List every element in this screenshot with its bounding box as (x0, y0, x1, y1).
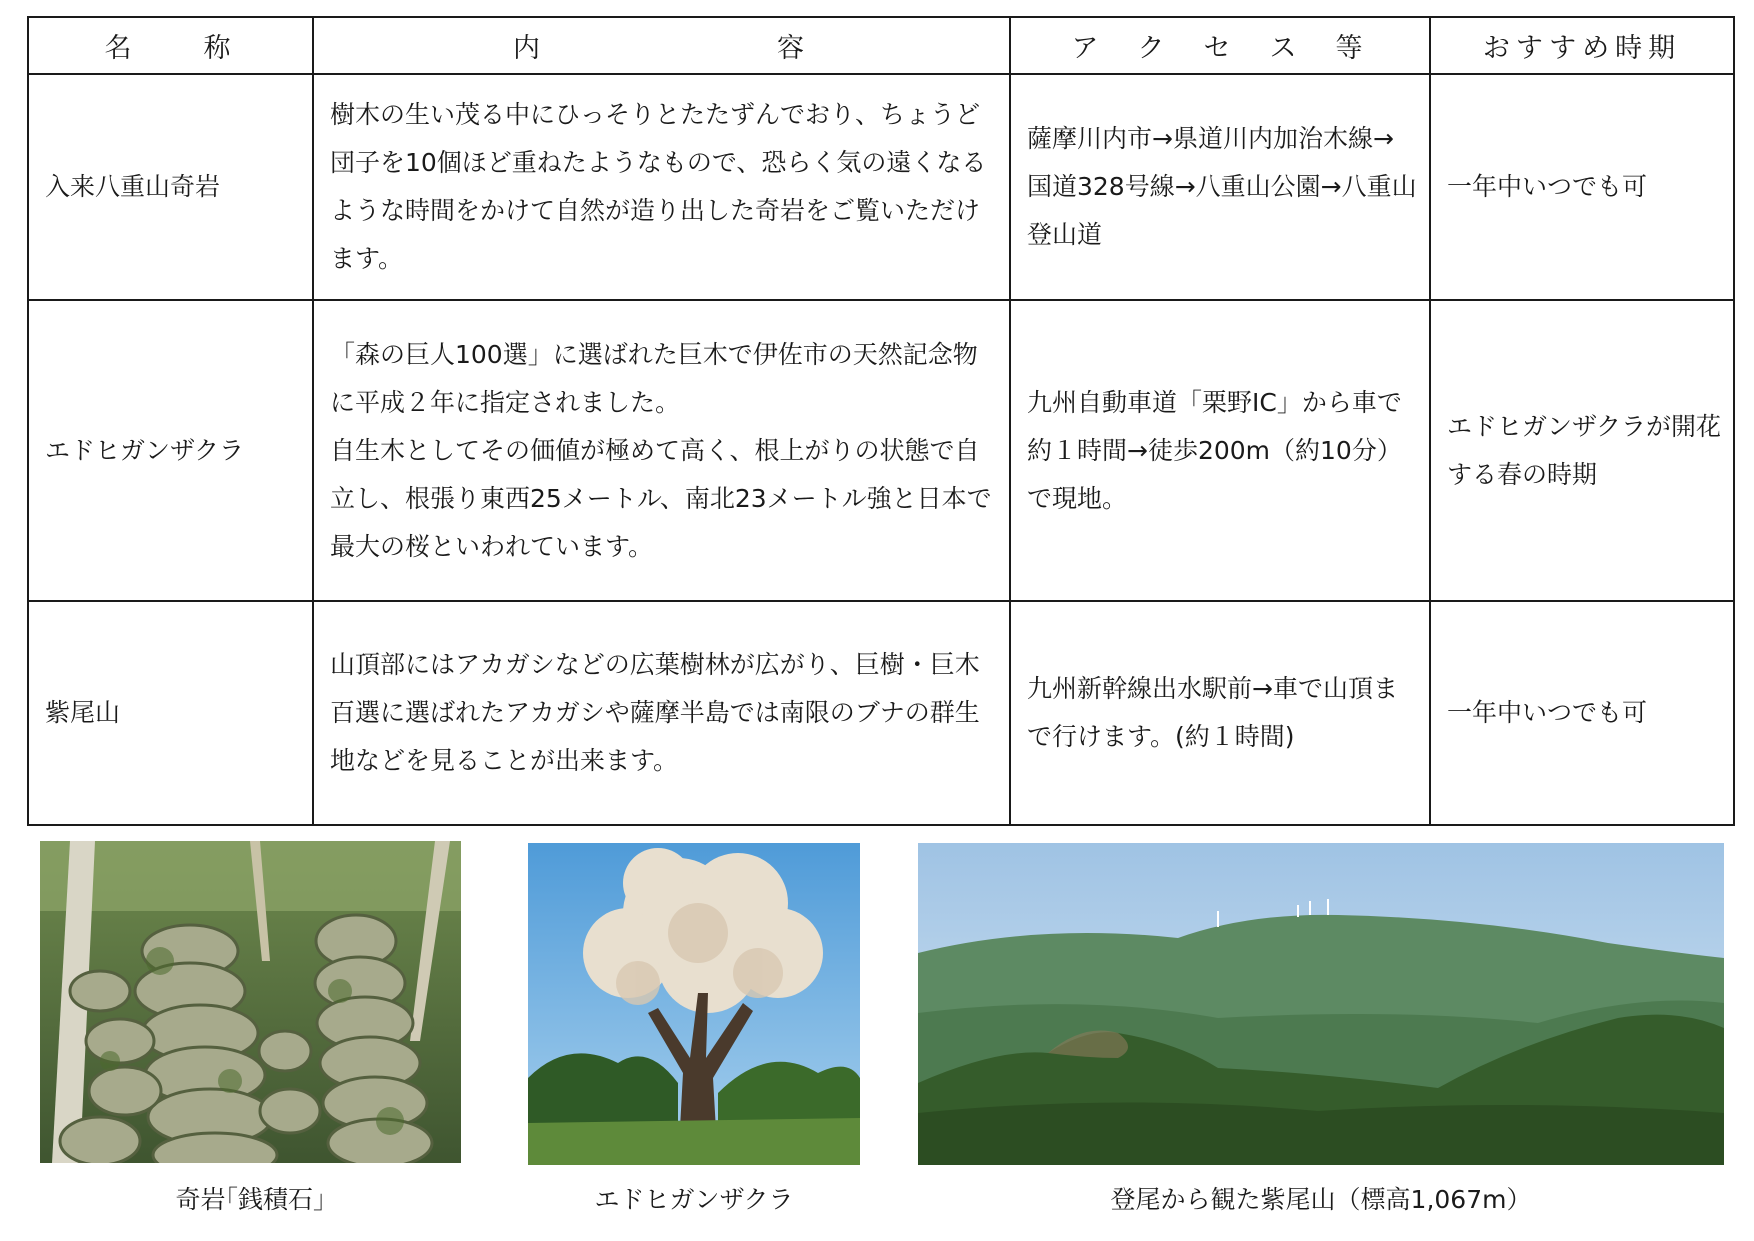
photo-caption: エドヒガンザクラ (594, 1185, 794, 1214)
row-season: 一年中いつでも可 (1430, 601, 1734, 825)
header-season: おすすめ時期 (1430, 17, 1734, 74)
row-name: エドヒガンザクラ (28, 300, 313, 601)
header-name: 名 称 (28, 17, 313, 74)
cherry-tree-photo (528, 843, 860, 1165)
row-content: 「森の巨人100選」に選ばれた巨木で伊佐市の天然記念物に平成２年に指定されました。 自生木としてその価値が極めて高く、根上がりの状態で自立し、根張り東西25メートル、南北23メートル強と日本で最大の桜といわれています。 (313, 300, 1010, 601)
header-access: ア ク セ ス 等 (1010, 17, 1430, 74)
row-content: 山頂部にはアカガシなどの広葉樹林が広がり、巨樹・巨木百選に選ばれたアカガシや薩摩半島では南限のブナの群生地などを見ることが出来ます。 (313, 601, 1010, 825)
photo-caption: 登尾から観た紫尾山（標高1,067m） (1110, 1185, 1532, 1214)
attractions-table (27, 16, 1735, 826)
row-content: 樹木の生い茂る中にひっそりとたたずんでおり、ちょうど団子を10個ほど重ねたようなもので、恐らく気の遠くなるような時間をかけて自然が造り出した奇岩をご覧いただけます。 (313, 74, 1010, 300)
row-season: 一年中いつでも可 (1430, 74, 1734, 300)
row-name: 紫尾山 (28, 601, 313, 825)
table-row (28, 601, 1734, 825)
table-row (28, 300, 1734, 601)
table-row (28, 74, 1734, 300)
row-access: 薩摩川内市→県道川内加治木線→国道328号線→八重山公園→八重山登山道 (1010, 74, 1430, 300)
table-header-row (28, 17, 1734, 74)
row-name: 入来八重山奇岩 (28, 74, 313, 300)
photo-caption: 奇岩｢銭積石｣ (175, 1185, 326, 1214)
row-access: 九州自動車道「栗野IC」から車で約１時間→徒歩200m（約10分）で現地。 (1010, 300, 1430, 601)
header-content: 内 容 (313, 17, 1010, 74)
row-access: 九州新幹線出水駅前→車で山頂まで行けます。(約１時間) (1010, 601, 1430, 825)
rock-formation-photo (40, 841, 461, 1163)
row-season: エドヒガンザクラが開花する春の時期 (1430, 300, 1734, 601)
mountain-photo (918, 843, 1724, 1165)
